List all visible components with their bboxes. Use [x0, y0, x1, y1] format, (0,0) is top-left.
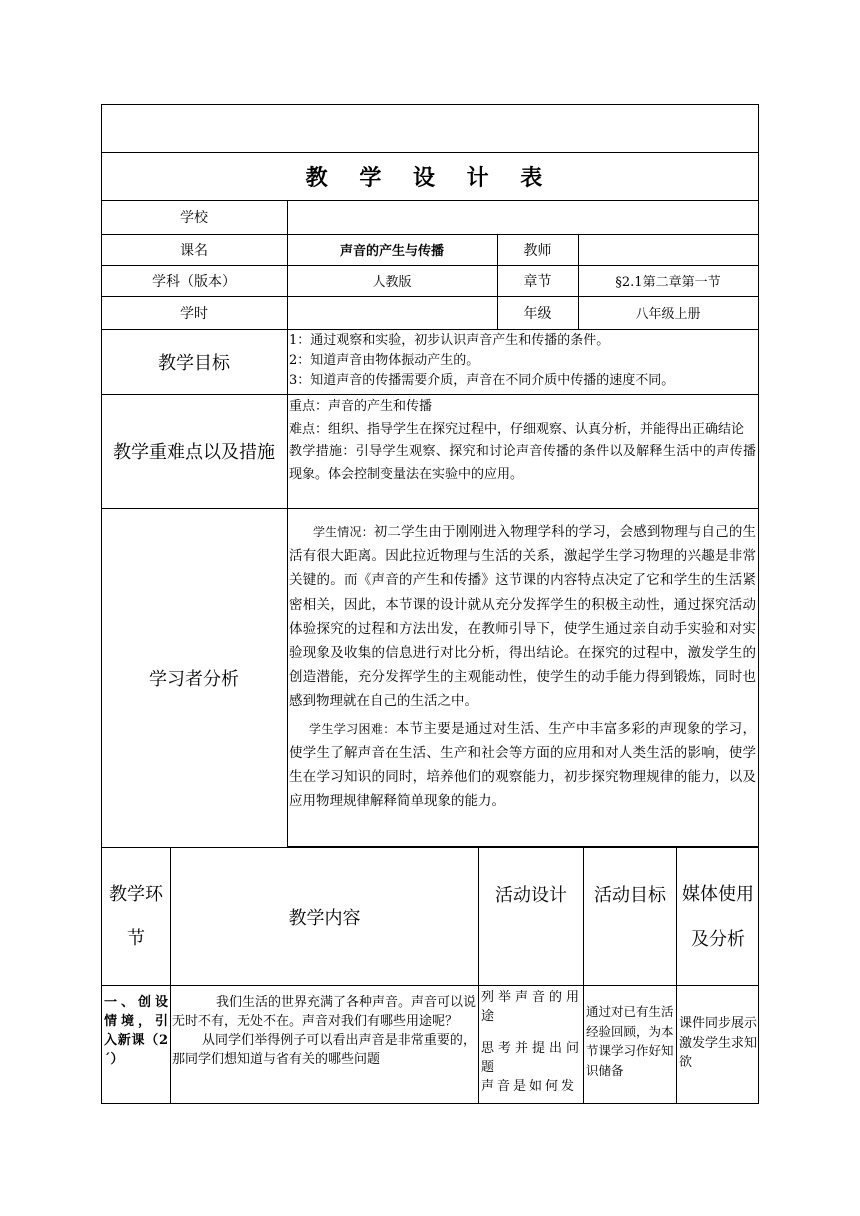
- content-paragraph: 从同学们举得例子可以看出声音是非常重要的，那同学们想知道与省有关的哪些问题: [172, 1033, 476, 1067]
- process-header-content: 教学内容: [288, 907, 361, 929]
- learner-p1-body: 初二学生由于刚刚进入物理学科的学习，会感到物理与自己的生活有很大距离。因此拉近物理与生活的关系，激起学生学习物理的兴趣是非常关键的。而《声音的产生和传播》这节课的内容特点决定了它和学生的生活紧密相关，因此，本节课的设计就从充分发挥学生的积极主动性，通过探究活动体验探究的过程和方法出发，在教师引导下，使学生通过亲自动手实验和对实验现象及收集的信息进行对比分析，得出结论。在探究的过程中，激发学生的创造潜能，充分发挥学生的主观能动性，使学生的动手能力得到锻炼，同时也感到物理就在自己的生活之中。: [289, 524, 756, 710]
- course-label: 课名: [180, 242, 208, 259]
- learner-p2-body: 本节主要是通过对生活、生产中丰富多彩的声现象的学习，使学生了解声音在生活、生产和社会等方面的应用和对人类生活的影响，使学生在学习知识的同时，培养他们的观察能力，初步探究物理规律的能力，以及应用物理规律解释简单现象的能力。: [289, 720, 756, 810]
- rule-process-header-bottom: [101, 985, 759, 986]
- grade-value: 八年级上册: [635, 307, 701, 322]
- process-media-1: 课件同步展示激发学生求知欲: [679, 1016, 758, 1070]
- rule-process-col4: [676, 847, 677, 1104]
- key-points-label: 教学重难点以及措施: [113, 442, 275, 463]
- key-measures: 教学措施：引导学生观察、探究和讨论声音传播的条件以及解释生活中的声传播现象。体会控制变量法在实验中的应用。: [289, 444, 756, 482]
- course-value: 声音的产生与传播: [339, 244, 444, 259]
- key-difficulty: 难点：组织、指导学生在探究过程中，仔细观察、认真分析，并能得出正确结论: [289, 421, 745, 437]
- objective-item: 2：知道声音由物体振动产生的。: [289, 353, 480, 368]
- rule-top: [101, 104, 759, 105]
- process-content-1: [172, 993, 476, 1069]
- key-points-text: [289, 396, 756, 486]
- process-activity-1: [481, 988, 581, 1096]
- learner-paragraph-2: [289, 717, 756, 814]
- activity-item: 声音是如何发: [481, 1079, 578, 1094]
- rule-bottom: [101, 1103, 759, 1104]
- chapter-label: 章节: [523, 273, 552, 290]
- teacher-label: 教师: [523, 242, 552, 259]
- content-paragraph: 我们生活的世界充满了各种声音。声音可以说无时不有，无处不在。声音对我们有哪些用途呢？: [172, 995, 477, 1029]
- learner-p2-lead: 学生学习困难：: [309, 721, 396, 736]
- objectives-label: 教学目标: [158, 352, 230, 374]
- rule-right: [758, 104, 759, 1104]
- objective-item: 1：通过观察和实验，初步认识声音产生和传播的条件。: [289, 333, 610, 348]
- activity-item: 思考并提出问题: [481, 1041, 581, 1075]
- objectives-list: [289, 331, 757, 391]
- learner-p1-lead: 学生情况：: [313, 525, 374, 539]
- process-header-media: 媒体使用及分析: [682, 884, 754, 950]
- grade-label: 年级: [523, 305, 552, 322]
- form-title: 教 学 设 计 表: [305, 164, 555, 191]
- chapter-value: §2.1第二章第一节: [615, 275, 721, 290]
- process-header-goal: 活动目标: [594, 885, 666, 906]
- hours-label: 学时: [180, 305, 208, 322]
- key-focus: 重点：声音的产生和传播: [289, 399, 433, 414]
- school-label: 学校: [180, 210, 208, 226]
- learner-analysis-text: [289, 520, 756, 813]
- objective-item: 3：知道声音的传播需要介质，声音在不同介质中传播的速度不同。: [289, 373, 675, 388]
- activity-item: 列举声音的用途: [481, 990, 581, 1024]
- teacher-value: [578, 234, 758, 265]
- subject-value: 人教版: [372, 275, 412, 290]
- process-header-activity: 活动设计: [495, 885, 567, 906]
- school-value: [287, 200, 758, 234]
- process-goal-1: 通过对已有生活经验回顾，为本节课学习作好知识储备: [586, 1004, 674, 1078]
- hours-value: [287, 296, 497, 329]
- process-header-stage: 教学环节: [109, 883, 163, 949]
- learner-label: 学习者分析: [149, 668, 239, 690]
- process-stage-1: 一、创设情境，引入新课（2´）: [104, 995, 168, 1067]
- learner-paragraph-1: [289, 520, 756, 714]
- subject-label: 学科（版本）: [152, 273, 236, 290]
